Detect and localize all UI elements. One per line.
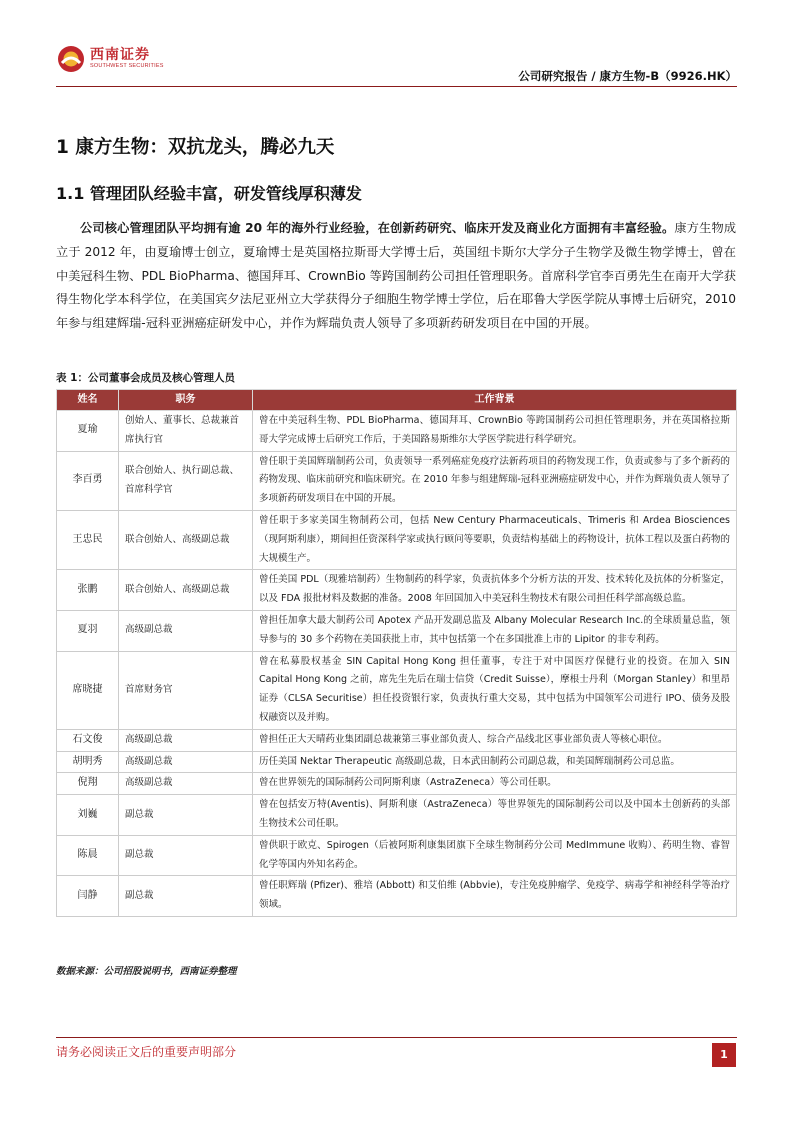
table-row: [57, 876, 737, 917]
cell-name: 闫静: [57, 876, 119, 917]
cell-name: 石文俊: [57, 729, 119, 751]
header-position: 职务: [119, 390, 253, 411]
cell-background: 曾在包括安万特(Aventis)、阿斯利康（AstraZeneca）等世界领先的国际制药公司以及中国本土创新药的头部生物技术公司任职。: [253, 795, 737, 836]
header-name: 姓名: [57, 390, 119, 411]
cell-position: 副总裁: [119, 876, 253, 917]
cell-position: 联合创始人、执行副总裁、首席科学官: [119, 451, 253, 510]
table-row: [57, 570, 737, 611]
cell-background: 曾任美国 PDL（现雅培制药）生物制药的科学家，负责抗体多个分析方法的开发、技术转化及抗体的分析鉴定，以及 FDA 报批材料及数据的准备。2008 年回国加入中美冠科生物技术有限公司担任科学部高级总监。: [253, 570, 737, 611]
page-number: 1: [712, 1043, 736, 1067]
subsection-heading: 1.1 管理团队经验丰富，研发管线厚积薄发: [56, 184, 362, 203]
company-logo: [56, 44, 164, 74]
cell-name: 倪翔: [57, 773, 119, 795]
disclaimer-notice: 请务必阅读正文后的重要声明部分: [56, 1045, 237, 1059]
logo-chinese-name: 西南证券: [90, 47, 150, 64]
table-row: [57, 751, 737, 773]
cell-background: 曾担任加拿大最大制药公司 Apotex 产品开发副总监及 Albany Molecular Research Inc.的全球质量总监，领导参与的 30 多个药物在美国获批上市，其中包括第一个在多国批准上市的 Lipitor 的非专利药。: [253, 610, 737, 651]
cell-name: 陈晨: [57, 835, 119, 876]
paragraph-bold-lead: 公司核心管理团队平均拥有逾 20 年的海外行业经验，在创新药研究、临床开发及商业化方面拥有丰富经验。: [80, 221, 675, 235]
table-row: [57, 835, 737, 876]
table-row: [57, 451, 737, 510]
table-header-row: [57, 390, 737, 411]
header-divider: [56, 86, 737, 87]
cell-name: 王忠民: [57, 510, 119, 569]
cell-name: 夏瑜: [57, 411, 119, 452]
cell-position: 高级副总裁: [119, 751, 253, 773]
page-header: [56, 44, 737, 90]
cell-background: 曾任职辉瑞 (Pfizer)、雅培 (Abbott) 和艾伯维 (Abbvie)，专注免疫肿瘤学、免疫学、病毒学和神经科学等治疗领域。: [253, 876, 737, 917]
cell-background: 曾在私募股权基金 SIN Capital Hong Kong 担任董事，专注于对中国医疗保健行业的投资。在加入 SIN Capital Hong Kong 之前，席先生先后在瑞士信贷（Credit Suisse），摩根士丹利（Morgan Stanley）和里昂证券（CLSA Securitise）担任投资银行家，负责执行重大交易，其中包括为中国领军公司进行 IPO、债务及股权融资以及并购。: [253, 651, 737, 729]
cell-position: 联合创始人、高级副总裁: [119, 570, 253, 611]
cell-position: 副总裁: [119, 795, 253, 836]
table-row: [57, 510, 737, 569]
data-source-note: 数据来源：公司招股说明书，西南证券整理: [56, 966, 237, 977]
cell-background: 曾任职于美国辉瑞制药公司，负责领导一系列癌症免疫疗法新药项目的药物发现工作，负责或参与了多个新药的药物发现、临床前研究和临床研究。在 2010 年参与组建辉瑞-冠科亚洲癌症研发中心，并作为辉瑞负责人领导了多项新药研发项目在中国的开展。: [253, 451, 737, 510]
footer-divider: [56, 1037, 737, 1038]
logo-english-name: SOUTHWEST SECURITIES: [90, 63, 164, 70]
cell-position: 高级副总裁: [119, 610, 253, 651]
cell-position: 高级副总裁: [119, 773, 253, 795]
table-caption: 表 1：公司董事会成员及核心管理人员: [56, 372, 235, 384]
cell-position: 创始人、董事长、总裁兼首席执行官: [119, 411, 253, 452]
logo-emblem-icon: [56, 44, 86, 74]
section-heading: 1 康方生物：双抗龙头，腾必九天: [56, 137, 335, 158]
cell-background: 曾在中美冠科生物、PDL BioPharma、德国拜耳、CrownBio 等跨国制药公司担任管理职务，并在英国格拉斯哥大学完成博士后研究工作后，于美国路易斯维尔大学医学院进行科学研究。: [253, 411, 737, 452]
cell-position: 首席财务官: [119, 651, 253, 729]
table-row: [57, 729, 737, 751]
header-background: 工作背景: [253, 390, 737, 411]
cell-background: 曾供职于欧克、Spirogen（后被阿斯利康集团旗下全球生物制药分公司 MedImmune 收购）、药明生物、睿智化学等国内外知名药企。: [253, 835, 737, 876]
cell-position: 联合创始人、高级副总裁: [119, 510, 253, 569]
table-row: [57, 773, 737, 795]
cell-position: 副总裁: [119, 835, 253, 876]
cell-background: 曾任职于多家美国生物制药公司，包括 New Century Pharmaceuticals、Trimeris 和 Ardea Biosciences（现阿斯利康），期间担任资深科学家或执行顾问等要职，负责结构基础上的药物设计，抗体工程以及蛋白药物的大规模生产。: [253, 510, 737, 569]
table-row: [57, 610, 737, 651]
table-row: [57, 795, 737, 836]
cell-name: 张鹏: [57, 570, 119, 611]
cell-position: 高级副总裁: [119, 729, 253, 751]
intro-paragraph: [56, 217, 736, 336]
cell-background: 曾担任正大天晴药业集团副总裁兼第三事业部负责人、综合产品线北区事业部负责人等核心职位。: [253, 729, 737, 751]
table-row: [57, 411, 737, 452]
cell-name: 刘巍: [57, 795, 119, 836]
report-title: 公司研究报告 / 康方生物-B（9926.HK）: [518, 69, 737, 83]
management-table: [56, 389, 737, 917]
cell-name: 席晓捷: [57, 651, 119, 729]
cell-name: 胡明秀: [57, 751, 119, 773]
cell-background: 历任美国 Nektar Therapeutic 高级副总裁，日本武田制药公司副总裁，和美国辉瑞制药公司总监。: [253, 751, 737, 773]
paragraph-body: 康方生物成立于 2012 年，由夏瑜博士创立，夏瑜博士是英国格拉斯哥大学博士后，英国纽卡斯尔大学分子生物学及微生物学博士，曾在中美冠科生物、PDL BioPharma、德国拜耳、CrownBio 等跨国制药公司担任管理职务。首席科学官李百勇先生在南开大学获得生物化学本科学位，在美国宾夕法尼亚州立大学获得分子细胞生物学博士学位，后在耶鲁大学医学院从事博士后研究，2010 年参与组建辉瑞-冠科亚洲癌症研发中心，并作为辉瑞负责人领导了多项新药研发项目在中国的开展。: [56, 221, 737, 331]
cell-name: 李百勇: [57, 451, 119, 510]
cell-background: 曾在世界领先的国际制药公司阿斯利康（AstraZeneca）等公司任职。: [253, 773, 737, 795]
table-row: [57, 651, 737, 729]
cell-name: 夏羽: [57, 610, 119, 651]
